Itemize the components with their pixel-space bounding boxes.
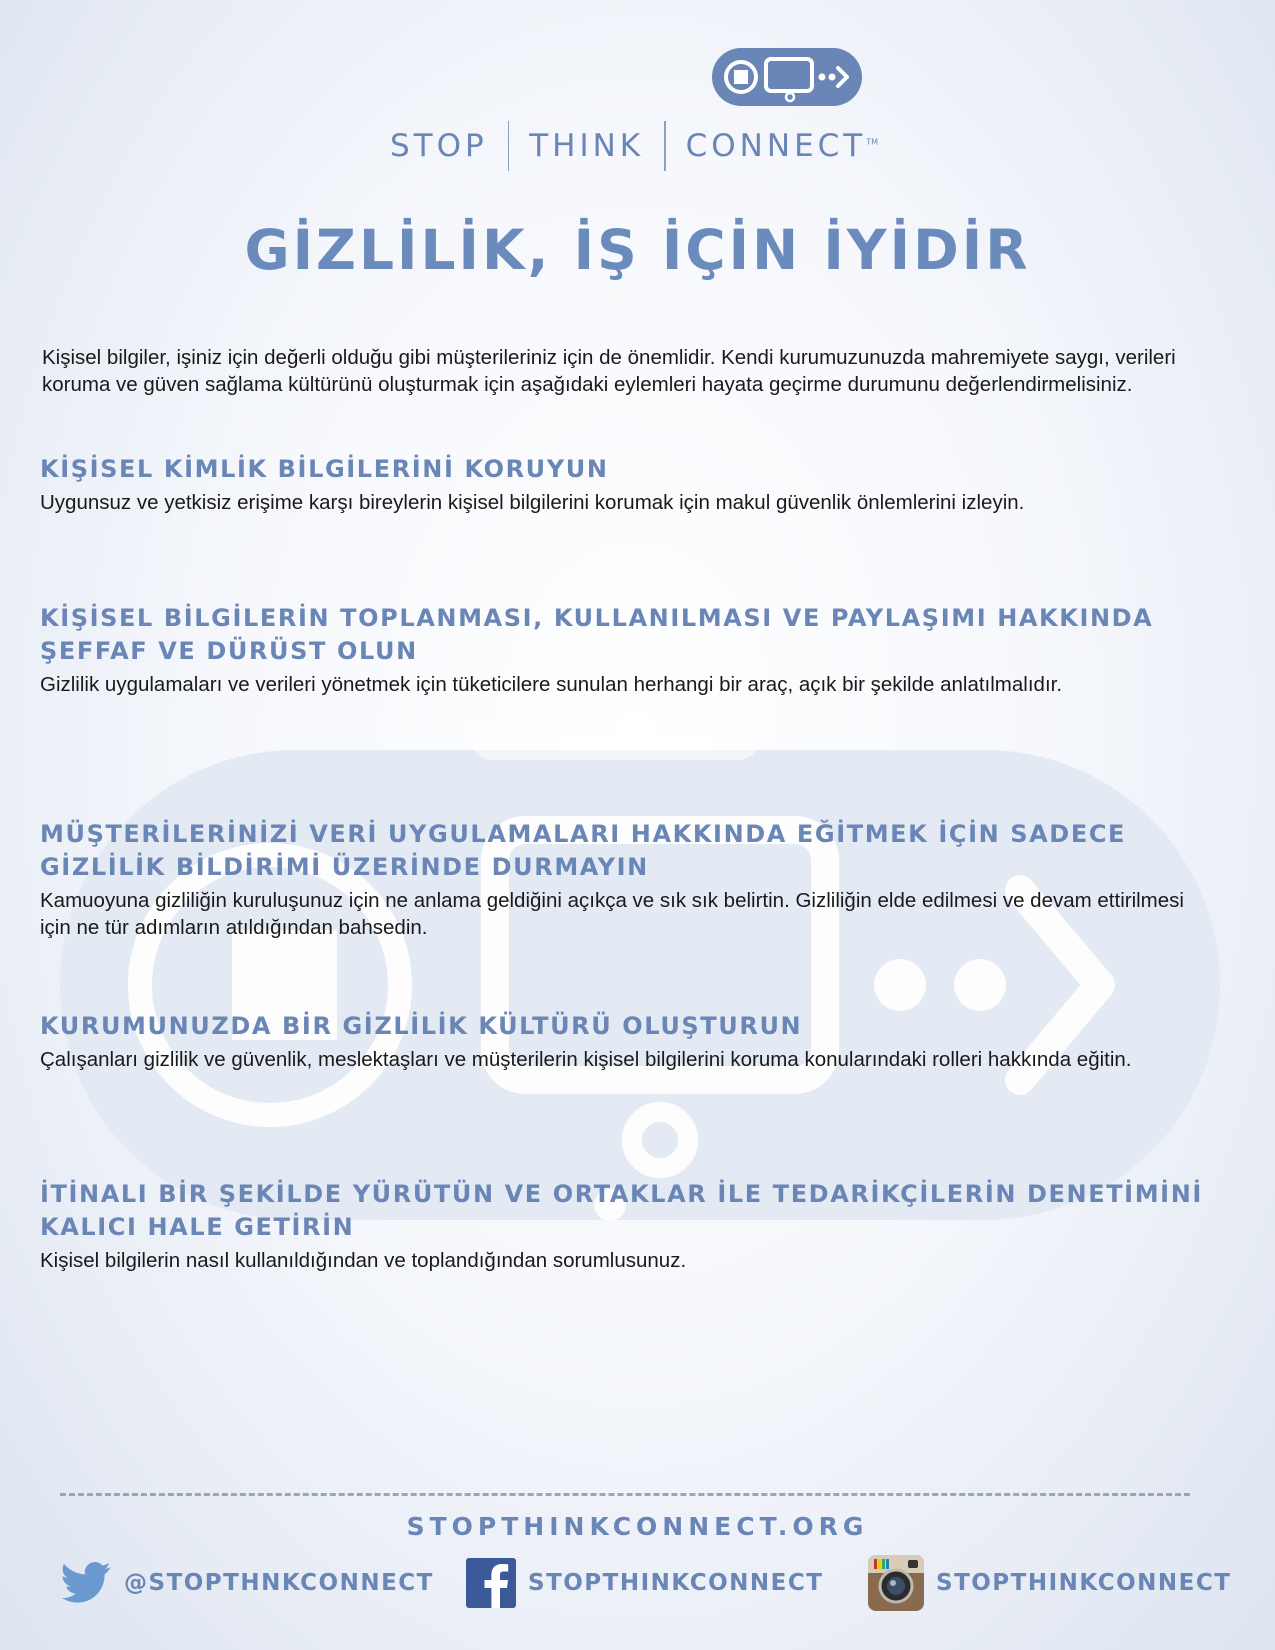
footer-divider xyxy=(60,1493,1190,1496)
brand-word-connect xyxy=(666,127,898,164)
section-body: Çalışanları gizlilik ve güvenlik, meslektaşları ve müşterilerin kişisel bilgilerini koruma konularındaki rolleri hakkında eğitin. xyxy=(40,1048,1132,1071)
facebook-handle: STOPTHINKCONNECT xyxy=(528,1570,824,1596)
section-educate-customers xyxy=(40,818,1215,941)
section-due-diligence xyxy=(40,1178,1215,1274)
section-transparency xyxy=(40,602,1215,698)
instagram-icon xyxy=(868,1555,924,1611)
instagram-handle: STOPTHINKCONNECT xyxy=(936,1570,1232,1596)
facebook-link[interactable] xyxy=(466,1555,823,1611)
section-body: Uygunsuz ve yetkisiz erişime karşı bireylerin kişisel bilgilerini korumak için makul güvenlik önlemlerini izleyin. xyxy=(40,491,1025,514)
twitter-handle: @STOPTHNKCONNECT xyxy=(124,1570,434,1596)
brand-word-stop: STOP xyxy=(390,127,488,164)
section-body: Kişisel bilgilerin nasıl kullanıldığından ve toplandığından sorumlusunuz. xyxy=(40,1249,687,1272)
facebook-icon xyxy=(466,1558,516,1608)
brand-wordmark xyxy=(370,118,910,174)
brand-word-think: THINK xyxy=(529,127,645,164)
stop-think-connect-logo-icon xyxy=(712,46,862,108)
website-link[interactable]: STOPTHINKCONNECT.ORG xyxy=(406,1512,869,1541)
trademark-symbol: TM xyxy=(866,137,879,147)
section-heading: MÜŞTERİLERİNİZİ VERİ UYGULAMALARI HAKKINDA EĞİTMEK İÇİN SADECE GİZLİLİK BİLDİRİMİ ÜZERİNDE DURMAYIN xyxy=(40,820,1127,881)
brand-word-connect-text: CONNECT xyxy=(685,127,867,164)
section-privacy-culture xyxy=(40,1010,1215,1073)
instagram-link[interactable] xyxy=(868,1555,1231,1611)
section-heading: KİŞİSEL BİLGİLERİN TOPLANMASI, KULLANILMASI VE PAYLAŞIMI HAKKINDA ŞEFFAF VE DÜRÜST OLUN xyxy=(40,604,1154,665)
section-heading: KURUMUNUZDA BİR GİZLİLİK KÜLTÜRÜ OLUŞTURUN xyxy=(40,1012,803,1040)
section-protect-pii xyxy=(40,453,1215,516)
section-heading: KİŞİSEL KİMLİK BİLGİLERİNİ KORUYUN xyxy=(40,455,609,483)
section-body: Gizlilik uygulamaları ve verileri yönetmek için tüketicilere sunulan herhangi bir araç, açık bir şekilde anlatılmalıdır. xyxy=(40,673,1063,696)
section-body: Kamuoyuna gizliliğin kuruluşunuz için ne anlama geldiğini açıkça ve sık sık belirtin. Gizliliğin elde edilmesi ve devam ettirilmesi için ne tür adımların atıldığından bahsedin. xyxy=(40,889,1184,939)
intro-paragraph: Kişisel bilgiler, işiniz için değerli olduğu gibi müşterileriniz için de önemlidir. Kendi kurumuzunuzda mahremiyete saygı, verileri koruma ve güven sağlama kültürünü oluşturmak için aşağıdaki eylemleri hayata geçirme durumunu değerlendirmelisiniz. xyxy=(42,346,1176,396)
page-title: GİZLİLİK, İŞ İÇİN İYİDİR xyxy=(244,218,1031,282)
twitter-icon xyxy=(62,1562,112,1604)
twitter-link[interactable] xyxy=(62,1555,434,1611)
section-heading: İTİNALI BİR ŞEKİLDE YÜRÜTÜN VE ORTAKLAR İLE TEDARİKÇİLERİN DENETİMİNİ KALICI HALE GETİRİN xyxy=(40,1180,1203,1241)
